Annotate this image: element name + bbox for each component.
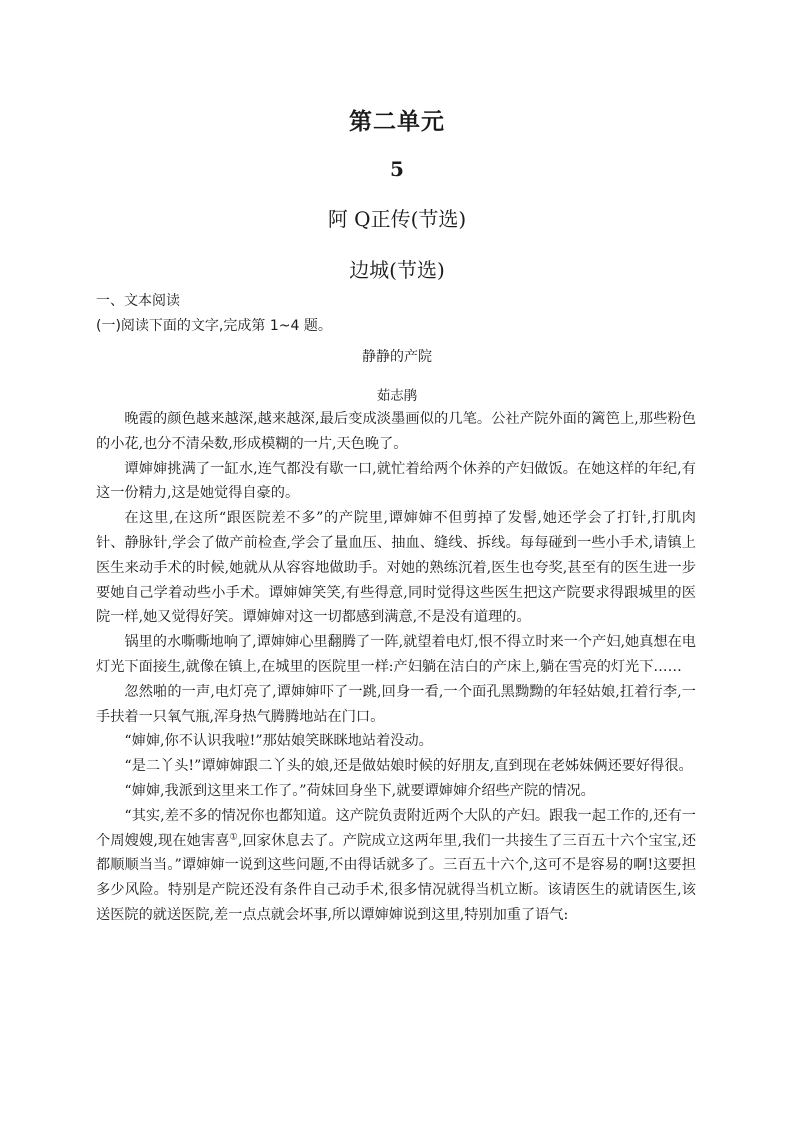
section-instruction: (一)阅读下面的文字,完成第 1~4 题。	[96, 318, 332, 334]
paragraph-text: ,回家休息去了。产院成立这两年里,我们一共接生	[237, 832, 549, 849]
paragraph: “婶婶,我派到这里来工作了。”荷妹回身坐下,就要谭婶婶介绍些产院的情况。	[124, 782, 595, 799]
paragraph: “是二丫头!”谭婶婶跟二丫头的娘,还是做姑娘时候的好朋友,直到现在老姊妹俩还要好得很。	[124, 758, 693, 775]
lesson-title-2: 边城(节选)	[349, 258, 445, 282]
paragraph: 谭婶婶挑满了一缸水,连气都没有歇一口,就忙着给两个休养的产妇做饭。在她这样的年纪,有这一份精力,这是她觉得自豪的。	[96, 460, 696, 502]
paragraph-with-footnote	[96, 804, 696, 928]
footnote-marker: ①	[229, 831, 238, 842]
paragraph: 晚霞的颜色越来越深,越来越深,最后变成淡墨画似的几笔。公社产院外面的篱笆上,那些粉色的小花,也分不清朵数,形成模糊的一片,天色晚了。	[96, 411, 696, 452]
paragraph: “婶婶,你不认识我啦!”那姑娘笑眯眯地站着没动。	[124, 733, 433, 750]
article-body	[96, 407, 696, 928]
lesson-title-1: 阿 Q正传(节选)	[327, 207, 467, 231]
paragraph: 锅里的水嘶嘶地响了,谭婶婶心里翻腾了一阵,就望着电灯,恨不得立时来一个产妇,她真想在电灯光下面接生,就像在镇上,在城里的医院里一样:产妇躺在洁白的产床上,躺在雪亮的灯光下……	[96, 634, 696, 675]
lesson-number: 5	[390, 157, 404, 181]
article-title: 静静的产院	[362, 349, 432, 365]
paragraph: 在这里,在这所“跟医院差不多”的产院里,谭婶婶不但剪掉了发髻,她还学会了打针,打肌肉针、静脉针,学会了做产前检查,学会了量血压、抽血、缝线、拆线。每每碰到一些小手术,请镇上医生来动手术的时候,她就从从容容地做助手。对她的熟练沉着,医生也夸奖,甚至有的医生进一步要她自己学着动些小手术。谭婶婶笑笑,有些得意,同时觉得这些医生把这产院要求得跟城里的医院一样,她又觉得好笑。谭婶婶对这一切都感到满意,不是没有道理的。	[96, 510, 696, 626]
section-heading: 一、文本阅读	[96, 293, 180, 309]
unit-title: 第二单元	[349, 108, 445, 135]
paragraph-text: “其实,差不多的情况你也都知道。这产院负责附近两个大队的产妇。跟我一起工作的,还有一个周嫂嫂,现在她害喜	[96, 807, 696, 849]
article-author: 茹志鹃	[376, 388, 418, 404]
paragraph-text: 了三百五十六个宝宝,还都顺顺当当。”谭婶婶一说到这些问题,不由得话就多了。三百五十六个,这可不是容易的啊!这要担多少风险。特别是产院还没有条件自己动手术,很多情况就得当机立断。该请医生的就请医生,该送医院的就送医院,差一点点就会坏事,所以谭婶婶说到这里,特别加重了语气:	[96, 832, 697, 923]
paragraph: 忽然啪的一声,电灯亮了,谭婶婶吓了一跳,回身一看,一个面孔黑黝黝的年轻姑娘,扛着行李,一手扶着一只氧气瓶,浑身热气腾腾地站在门口。	[96, 683, 696, 725]
